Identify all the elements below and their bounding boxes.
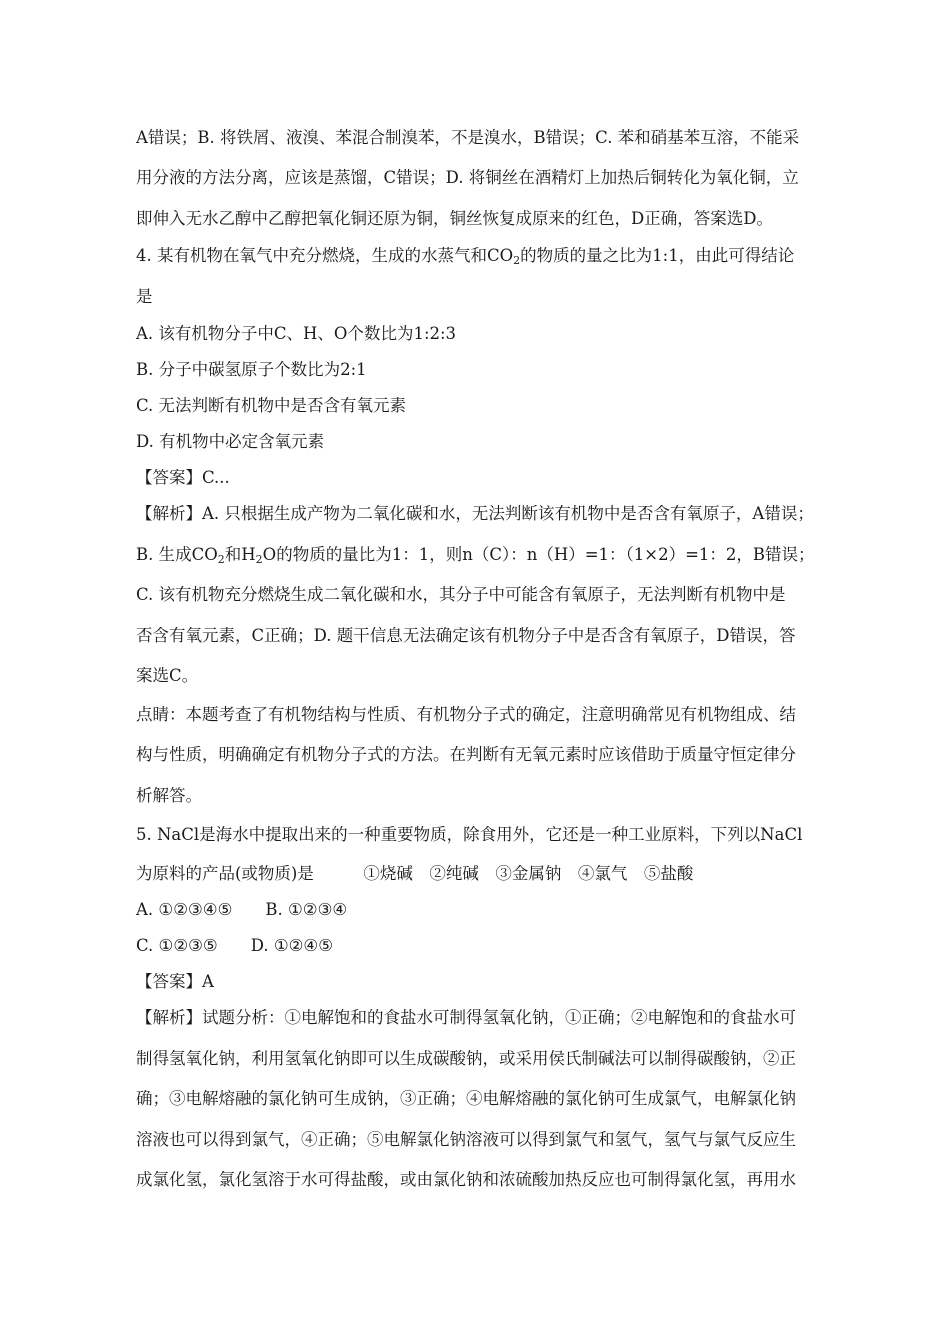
analysis-line: 成氯化氢，氯化氢溶于水可得盐酸，或由氯化钠和浓硫酸加热反应也可制得氯化氢，再用水 — [136, 1170, 796, 1189]
answer: 【答案】C... — [136, 468, 230, 487]
note-line: 点睛：本题考查了有机物结构与性质、有机物分子式的确定，注意明确常见有机物组成、结 — [136, 705, 796, 724]
analysis-line: 确；③电解熔融的氯化钠可生成钠，③正确；④电解熔融的氯化钠可生成氯气，电解氯化钠 — [136, 1089, 796, 1108]
question-4-stem-cont: 是 — [136, 287, 153, 306]
analysis-line: 制得氢氧化钠，利用氢氧化钠即可以生成碳酸钠，或采用侯氏制碱法可以制得碳酸钠，②正 — [136, 1049, 796, 1068]
analysis-line: 案选C。 — [136, 666, 199, 685]
analysis-line: B. 生成$CO_2$和$H_2O$的物质的量比为1：1，则n（C）：n（H）=1：（1×2）=1：2，B错误； — [136, 545, 815, 566]
text-line: A错误；B. 将铁屑、液溴、苯混合制溴苯，不是溴水，B错误；C. 苯和硝基苯互溶，不能采 — [136, 128, 800, 147]
option-b: B. 分子中碳氢原子个数比为2:1 — [136, 360, 367, 379]
text-line: 用分液的方法分离，应该是蒸馏，C错误；D. 将铜丝在酒精灯上加热后铜转化为氧化铜，立 — [136, 168, 799, 187]
options-line: A. ①②③④⑤ B. ①②③④ — [136, 900, 348, 919]
analysis-line: 【解析】A. 只根据生成产物为二氧化碳和水，无法判断该有机物中是否含有氧原子，A错误； — [136, 504, 814, 523]
option-d: D. 有机物中必定含氧元素 — [136, 432, 325, 451]
option-c: C. 无法判断有机物中是否含有氧元素 — [136, 396, 407, 415]
question-5-stem: 5. NaCl是海水中提取出来的一种重要物质，除食用外，它还是一种工业原料，下列以NaCl — [136, 825, 803, 844]
note-line: 构与性质，明确确定有机物分子式的方法。在判断有无氧元素时应该借助于质量守恒定律分 — [136, 745, 796, 764]
analysis-line: 否含有氧元素，C正确；D. 题干信息无法确定该有机物分子中是否含有氧原子，D错误，答 — [136, 626, 796, 645]
analysis-line: 【解析】试题分析：①电解饱和的食盐水可制得氢氧化钠，①正确；②电解饱和的食盐水可 — [136, 1008, 796, 1027]
text-line: 即伸入无水乙醇中乙醇把氧化铜还原为铜，铜丝恢复成原来的红色，D正确，答案选D。 — [136, 209, 773, 228]
question-4-stem: 4. 某有机物在氧气中充分燃烧，生成的水蒸气和$CO_2$的物质的量之比为1:1，由此可得结论 — [136, 246, 795, 267]
options-line: C. ①②③⑤ D. ①②④⑤ — [136, 936, 333, 955]
answer: 【答案】A — [136, 972, 214, 991]
question-5-stem-cont: 为原料的产品(或物质)是 ①烧碱 ②纯碱 ③金属钠 ④氯气 ⑤盐酸 — [136, 864, 694, 883]
analysis-line: C. 该有机物充分燃烧生成二氧化碳和水，其分子中可能含有氧原子，无法判断有机物中是 — [136, 585, 786, 604]
option-a: A. 该有机物分子中C、H、O个数比为1:2:3 — [136, 324, 457, 343]
note-line: 析解答。 — [136, 786, 202, 805]
analysis-line: 溶液也可以得到氯气，④正确；⑤电解氯化钠溶液可以得到氯气和氢气，氢气与氯气反应生 — [136, 1130, 796, 1149]
